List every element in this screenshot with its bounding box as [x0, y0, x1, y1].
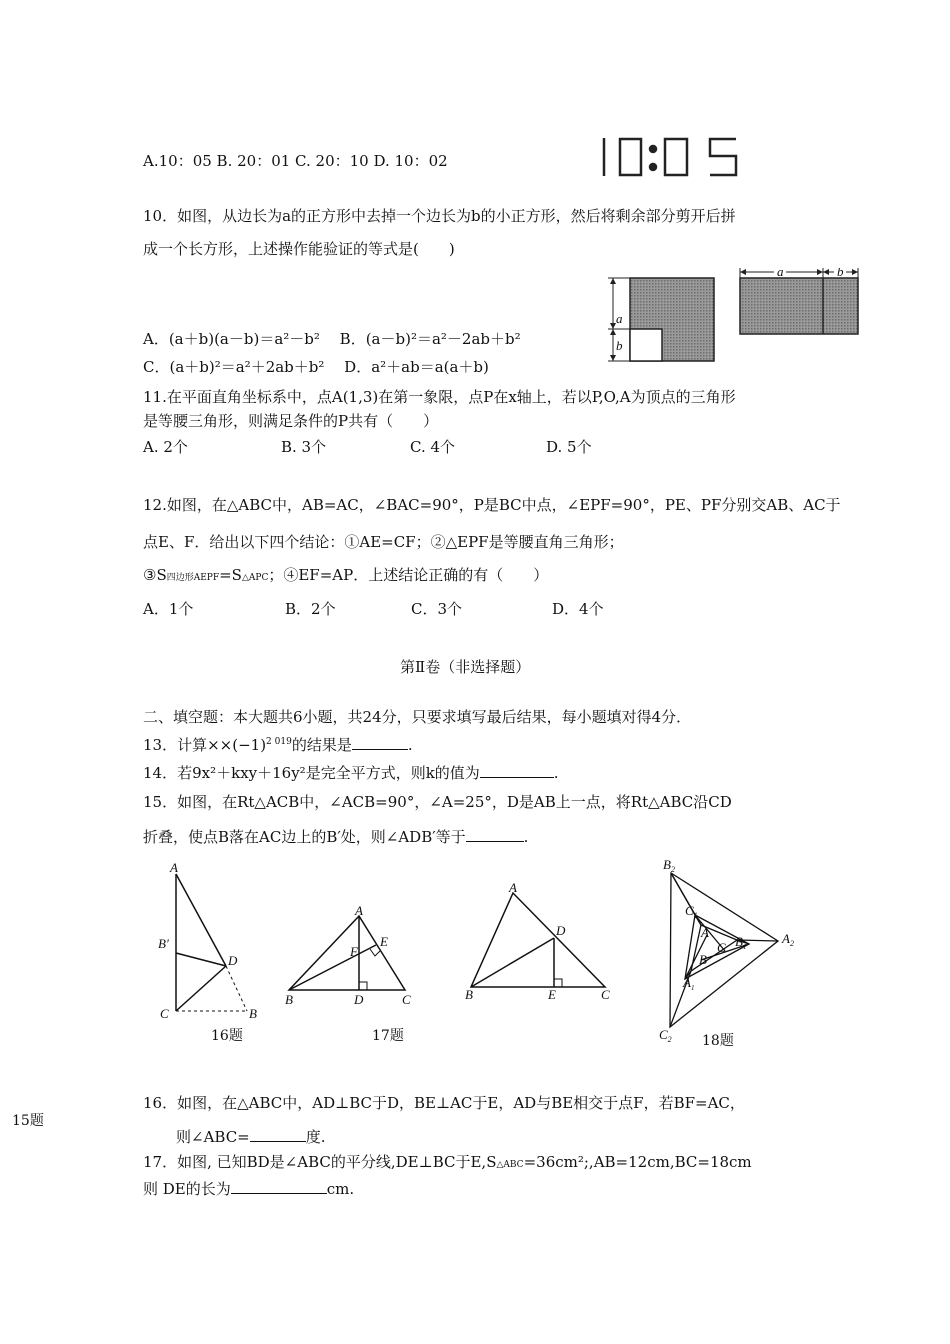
figure-altitudes-triangle [283, 903, 423, 1007]
square-figure [598, 268, 868, 370]
figure-bisector-triangle [460, 880, 618, 1005]
q11-line1: 11.在平面直角坐标系中，点A(1,3)在第一象限，点P在x轴上，若以P,O,A为顶点的三角形 [143, 388, 736, 406]
q12-option-d: D．4个 [552, 600, 604, 618]
q11-option-c: C. 4个 [410, 438, 456, 456]
q15-line1: 15．如图，在Rt△ACB中，∠ACB=90°，∠A=25°，D是AB上一点，将Rt△ABC沿CD [143, 793, 732, 811]
fig-label-b-top: b [837, 268, 844, 279]
q12-option-b: B．2个 [285, 600, 336, 618]
svg-text:A2: $A_2$ [782, 931, 794, 948]
q14: 14．若9x²＋kxy＋16y²是完全平方式，则k的值为 . [143, 764, 559, 782]
figure-fold-triangle [150, 860, 270, 1025]
svg-text:A: A [509, 880, 517, 895]
svg-text:E: E [548, 987, 556, 1002]
svg-text:A: A [701, 925, 709, 940]
q16-line2: 则∠ABC= 度. [176, 1128, 326, 1146]
q10-line1: 10．如图，从边长为a的正方形中去掉一个边长为b的小正方形，然后将剩余部分剪开后拼 [143, 207, 736, 225]
svg-text:B: B [699, 952, 707, 967]
svg-text:C: C [160, 1006, 169, 1021]
svg-text:B1: $B_1$ [735, 934, 747, 951]
q13: 13．计算$\times\times(-1)^{2 019}$的结果是 . [143, 736, 413, 754]
q17-line2: 则 DE的长为 cm. [143, 1180, 355, 1198]
q12-line2: 点E、F．给出以下四个结论：①AE=CF；②△EPF是等腰直角三角形； [143, 533, 624, 551]
svg-text:D: D [354, 992, 364, 1007]
q10-options-cd: C．(a＋b)²＝a²＋2ab＋b² D．a²＋ab＝a(a＋b) [143, 358, 489, 376]
figure-nested-triangles [655, 855, 800, 1045]
section-intro: 二、填空题：本大题共6小题，共24分，只要求填写最后结果，每小题填对得4分． [143, 708, 692, 726]
section-title: 第Ⅱ卷（非选择题） [400, 658, 531, 676]
svg-text:B′: B′ [158, 936, 169, 951]
svg-text:C: C [717, 940, 726, 955]
clock-text: 10:05 [598, 134, 601, 135]
svg-text:A: A [355, 903, 363, 918]
svg-text:B2: $B_2$ [663, 857, 675, 874]
svg-text:D: D [228, 953, 238, 968]
caption-17: 17题 [372, 1028, 404, 1044]
caption-18: 18题 [702, 1033, 734, 1049]
q11-line2: 是等腰三角形，则满足条件的P共有（ ） [143, 412, 439, 430]
q11-option-b: B. 3个 [281, 438, 327, 456]
fig-label-a-left: a [616, 311, 623, 326]
fig-label-a-top: a [777, 268, 784, 279]
q16-line1: 16．如图，在△ABC中，AD⊥BC于D，BE⊥AC于E，AD与BE相交于点F，若BF=AC， [143, 1094, 745, 1112]
fig-label-b-left: b [616, 338, 623, 353]
svg-text:B: B [249, 1006, 257, 1021]
q15-line2: 折叠，使点B落在AC边上的B′处，则∠ADB′等于 . [143, 828, 529, 846]
caption-16: 16题 [211, 1028, 243, 1044]
svg-text:B: B [285, 992, 293, 1007]
q11-option-d: D. 5个 [546, 438, 592, 456]
q12-option-c: C．3个 [411, 600, 463, 618]
svg-text:A: A [170, 860, 178, 875]
q10-line2: 成一个长方形，上述操作能验证的等式是( ) [143, 240, 455, 258]
q11-option-a: A. 2个 [143, 438, 188, 456]
svg-text:E: E [380, 934, 388, 949]
q12-option-a: A．1个 [143, 600, 194, 618]
svg-text:F: F [350, 944, 358, 959]
q12-line3: ③S四边形AEPF=S△APC；④EF=AP．上述结论正确的有（ ） [143, 566, 549, 584]
q9-options: A.10：05 B. 20：01 C. 20：10 D. 10：02 [143, 152, 448, 170]
svg-text:D: D [556, 923, 566, 938]
svg-text:A1: $A_1$ [683, 975, 695, 992]
caption-15: 15题 [12, 1113, 44, 1129]
svg-text:C1: $C_1$ [685, 903, 698, 920]
svg-text:B: B [465, 987, 473, 1002]
svg-text:C: C [601, 987, 610, 1002]
digital-clock-figure [598, 134, 743, 180]
svg-text:C2: $C_2$ [659, 1027, 672, 1044]
q17-line1: 17．如图, 已知BD是∠ABC的平分线,DE⊥BC于E,S△ABC=36cm²;,AB=12cm,BC=18cm [143, 1153, 752, 1171]
q10-options-ab: A．(a＋b)(a－b)＝a²－b² B．(a－b)²＝a²－2ab＋b² [143, 330, 521, 348]
q12-line1: 12.如图，在△ABC中，AB=AC，∠BAC=90°，P是BC中点，∠EPF=90°，PE、PF分别交AB、AC于 [143, 496, 841, 514]
svg-text:C: C [402, 992, 411, 1007]
